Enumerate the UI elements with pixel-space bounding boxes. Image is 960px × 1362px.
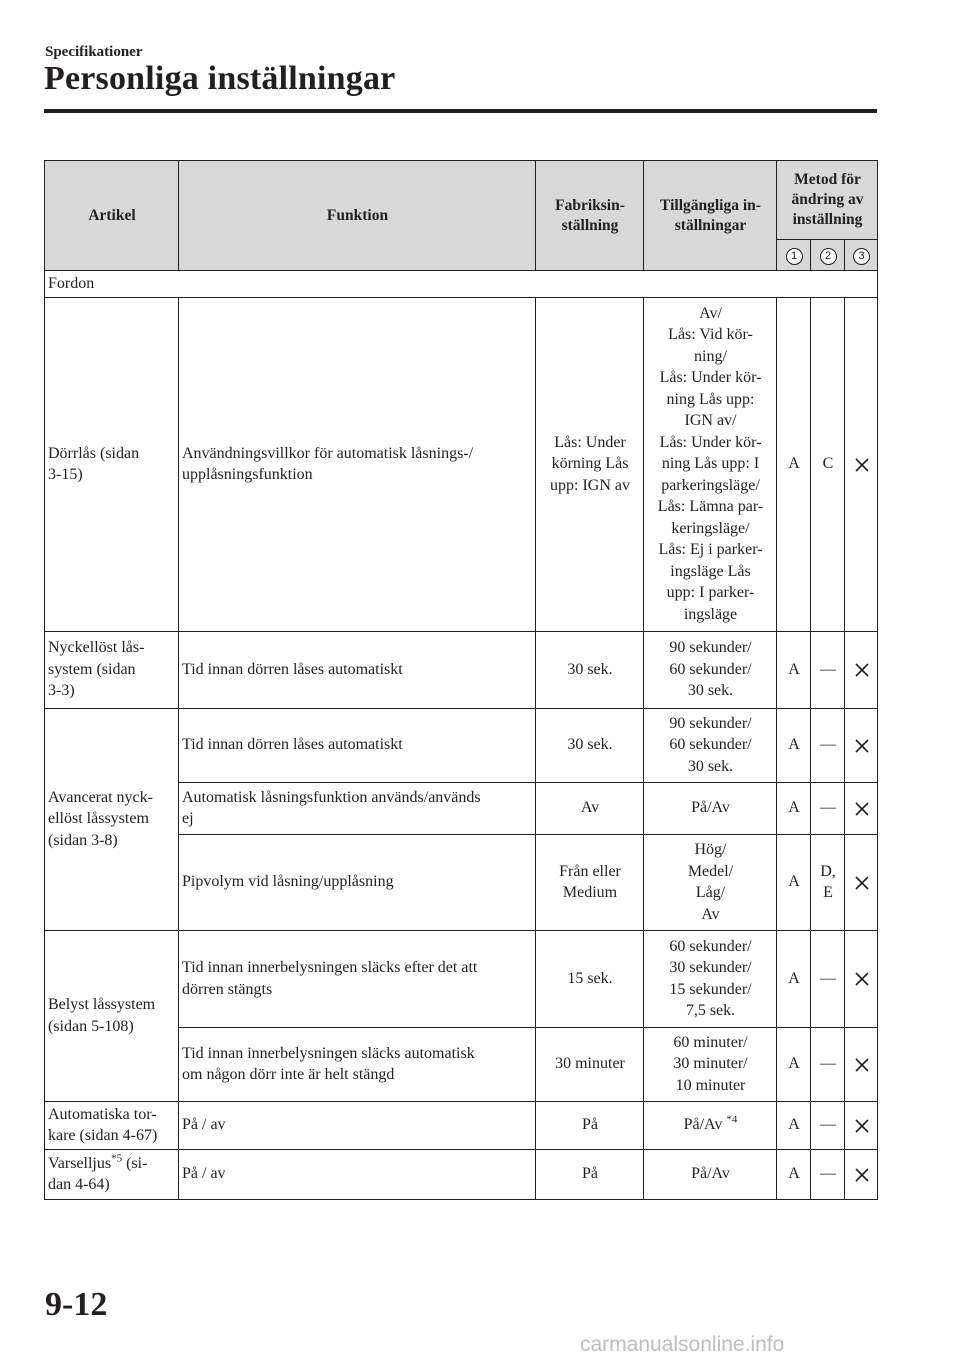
method-2-cell: — (811, 930, 845, 1027)
article-cell: Automatiska tor- kare (sidan 4-67) (45, 1101, 179, 1149)
method-1-cell: A (777, 1149, 811, 1199)
x-mark-icon (854, 801, 870, 817)
factory-cell: På (536, 1149, 644, 1199)
function-cell: Tid innan dörren låses automatiskt (179, 631, 536, 708)
x-mark-icon (854, 738, 870, 754)
circled-number-1: 1 (786, 248, 803, 265)
method-3-cell (845, 1027, 878, 1101)
method-1-header (777, 240, 811, 271)
table-row (45, 297, 878, 631)
method-2-cell: — (811, 782, 845, 834)
method-3-cell (845, 834, 878, 930)
method-3-cell (845, 1101, 878, 1149)
article-name: Varselljus (48, 1154, 112, 1172)
function-cell: Användningsvillkor för automatisk låsnings-/ upplåsningsfunktion (179, 297, 536, 631)
available-cell: 90 sekunder/ 60 sekunder/ 30 sek. (644, 708, 777, 782)
method-3-header (845, 240, 878, 271)
available-value: På/Av (683, 1116, 723, 1134)
method-2-cell: — (811, 708, 845, 782)
available-cell: Av/ Lås: Vid kör- ning/ Lås: Under kör- ning Lås upp: IGN av/ Lås: Under kör- ning Lås upp: I parkeringsläge/ Lås: Lämna par- keringsläge/ Lås: Ej i parker- ingsläge Lås upp: I parker- ingsläge (644, 297, 777, 631)
article-page-ref: (si- dan 4-64) (48, 1154, 148, 1193)
table-row (45, 930, 878, 1027)
method-1-cell: A (777, 297, 811, 631)
factory-cell: 30 sek. (536, 631, 644, 708)
available-cell: 90 sekunder/ 60 sekunder/ 30 sek. (644, 631, 777, 708)
x-mark-icon (854, 875, 870, 891)
section-heading: Fordon (45, 271, 878, 298)
x-mark-icon (854, 1167, 870, 1183)
method-3-cell (845, 708, 878, 782)
header-article: Artikel (45, 161, 179, 271)
circled-number-3: 3 (853, 248, 870, 265)
x-mark-icon (854, 971, 870, 987)
method-1-cell: A (777, 782, 811, 834)
available-cell: På/Av (644, 1149, 777, 1199)
method-2-cell: C (811, 297, 845, 631)
method-1-cell: A (777, 834, 811, 930)
article-cell: Dörrlås (sidan 3-15) (45, 297, 179, 631)
method-3-cell (845, 1149, 878, 1199)
method-1-cell: A (777, 1101, 811, 1149)
table-row (45, 1149, 878, 1199)
available-cell: På/Av (644, 782, 777, 834)
factory-cell: 30 minuter (536, 1027, 644, 1101)
factory-cell: 30 sek. (536, 708, 644, 782)
method-2-cell: — (811, 1101, 845, 1149)
x-mark-icon (854, 1118, 870, 1134)
method-1-cell: A (777, 708, 811, 782)
x-mark-icon (854, 457, 870, 473)
function-cell: På / av (179, 1101, 536, 1149)
method-1-cell: A (777, 1027, 811, 1101)
page-number: 9-12 (45, 1286, 108, 1323)
header-change-method: Metod för ändring av inställning (777, 161, 878, 240)
header-available-settings: Tillgängliga in- ställningar (644, 161, 777, 271)
factory-cell: På (536, 1101, 644, 1149)
function-cell: Tid innan innerbelysningen släcks efter det att dörren stängts (179, 930, 536, 1027)
method-3-cell (845, 631, 878, 708)
method-2-cell: — (811, 1149, 845, 1199)
title-divider (44, 109, 877, 113)
settings-table (44, 160, 878, 1200)
footnote-marker: *5 (111, 1152, 123, 1165)
function-cell: På / av (179, 1149, 536, 1199)
method-2-cell: D, E (811, 834, 845, 930)
table-row (45, 631, 878, 708)
function-cell: Pipvolym vid låsning/upplåsning (179, 834, 536, 930)
factory-cell: Från eller Medium (536, 834, 644, 930)
method-3-cell (845, 930, 878, 1027)
table-row (45, 1101, 878, 1149)
method-1-cell: A (777, 631, 811, 708)
page-title: Personliga inställningar (44, 60, 396, 97)
available-cell: Hög/ Medel/ Låg/ Av (644, 834, 777, 930)
function-cell: Tid innan innerbelysningen släcks automatisk om någon dörr inte är helt stängd (179, 1027, 536, 1101)
method-2-cell: — (811, 631, 845, 708)
method-2-header (811, 240, 845, 271)
function-cell: Tid innan dörren låses automatiskt (179, 708, 536, 782)
factory-cell: Lås: Under körning Lås upp: IGN av (536, 297, 644, 631)
article-cell: Avancerat nyck- ellöst låssystem (sidan 3-8) (45, 708, 179, 930)
x-mark-icon (854, 662, 870, 678)
x-mark-icon (854, 1057, 870, 1073)
header-factory-setting: Fabriksin- ställning (536, 161, 644, 271)
method-3-cell (845, 782, 878, 834)
factory-cell: Av (536, 782, 644, 834)
available-cell: 60 minuter/ 30 minuter/ 10 minuter (644, 1027, 777, 1101)
available-cell: 60 sekunder/ 30 sekunder/ 15 sekunder/ 7,5 sek. (644, 930, 777, 1027)
method-1-cell: A (777, 930, 811, 1027)
article-cell: Nyckellöst lås- system (sidan 3-3) (45, 631, 179, 708)
function-cell: Automatisk låsningsfunktion används/används ej (179, 782, 536, 834)
method-3-cell (845, 297, 878, 631)
circled-number-2: 2 (820, 248, 837, 265)
table-row (45, 708, 878, 782)
article-cell (45, 1149, 179, 1199)
factory-cell: 15 sek. (536, 930, 644, 1027)
footnote-marker: *4 (726, 1113, 738, 1126)
available-cell (644, 1101, 777, 1149)
header-function: Funktion (179, 161, 536, 271)
method-2-cell: — (811, 1027, 845, 1101)
article-cell: Belyst låssystem (sidan 5-108) (45, 930, 179, 1101)
watermark: carmanualsonline.info (580, 1333, 785, 1356)
section-label: Specifikationer (45, 44, 143, 60)
